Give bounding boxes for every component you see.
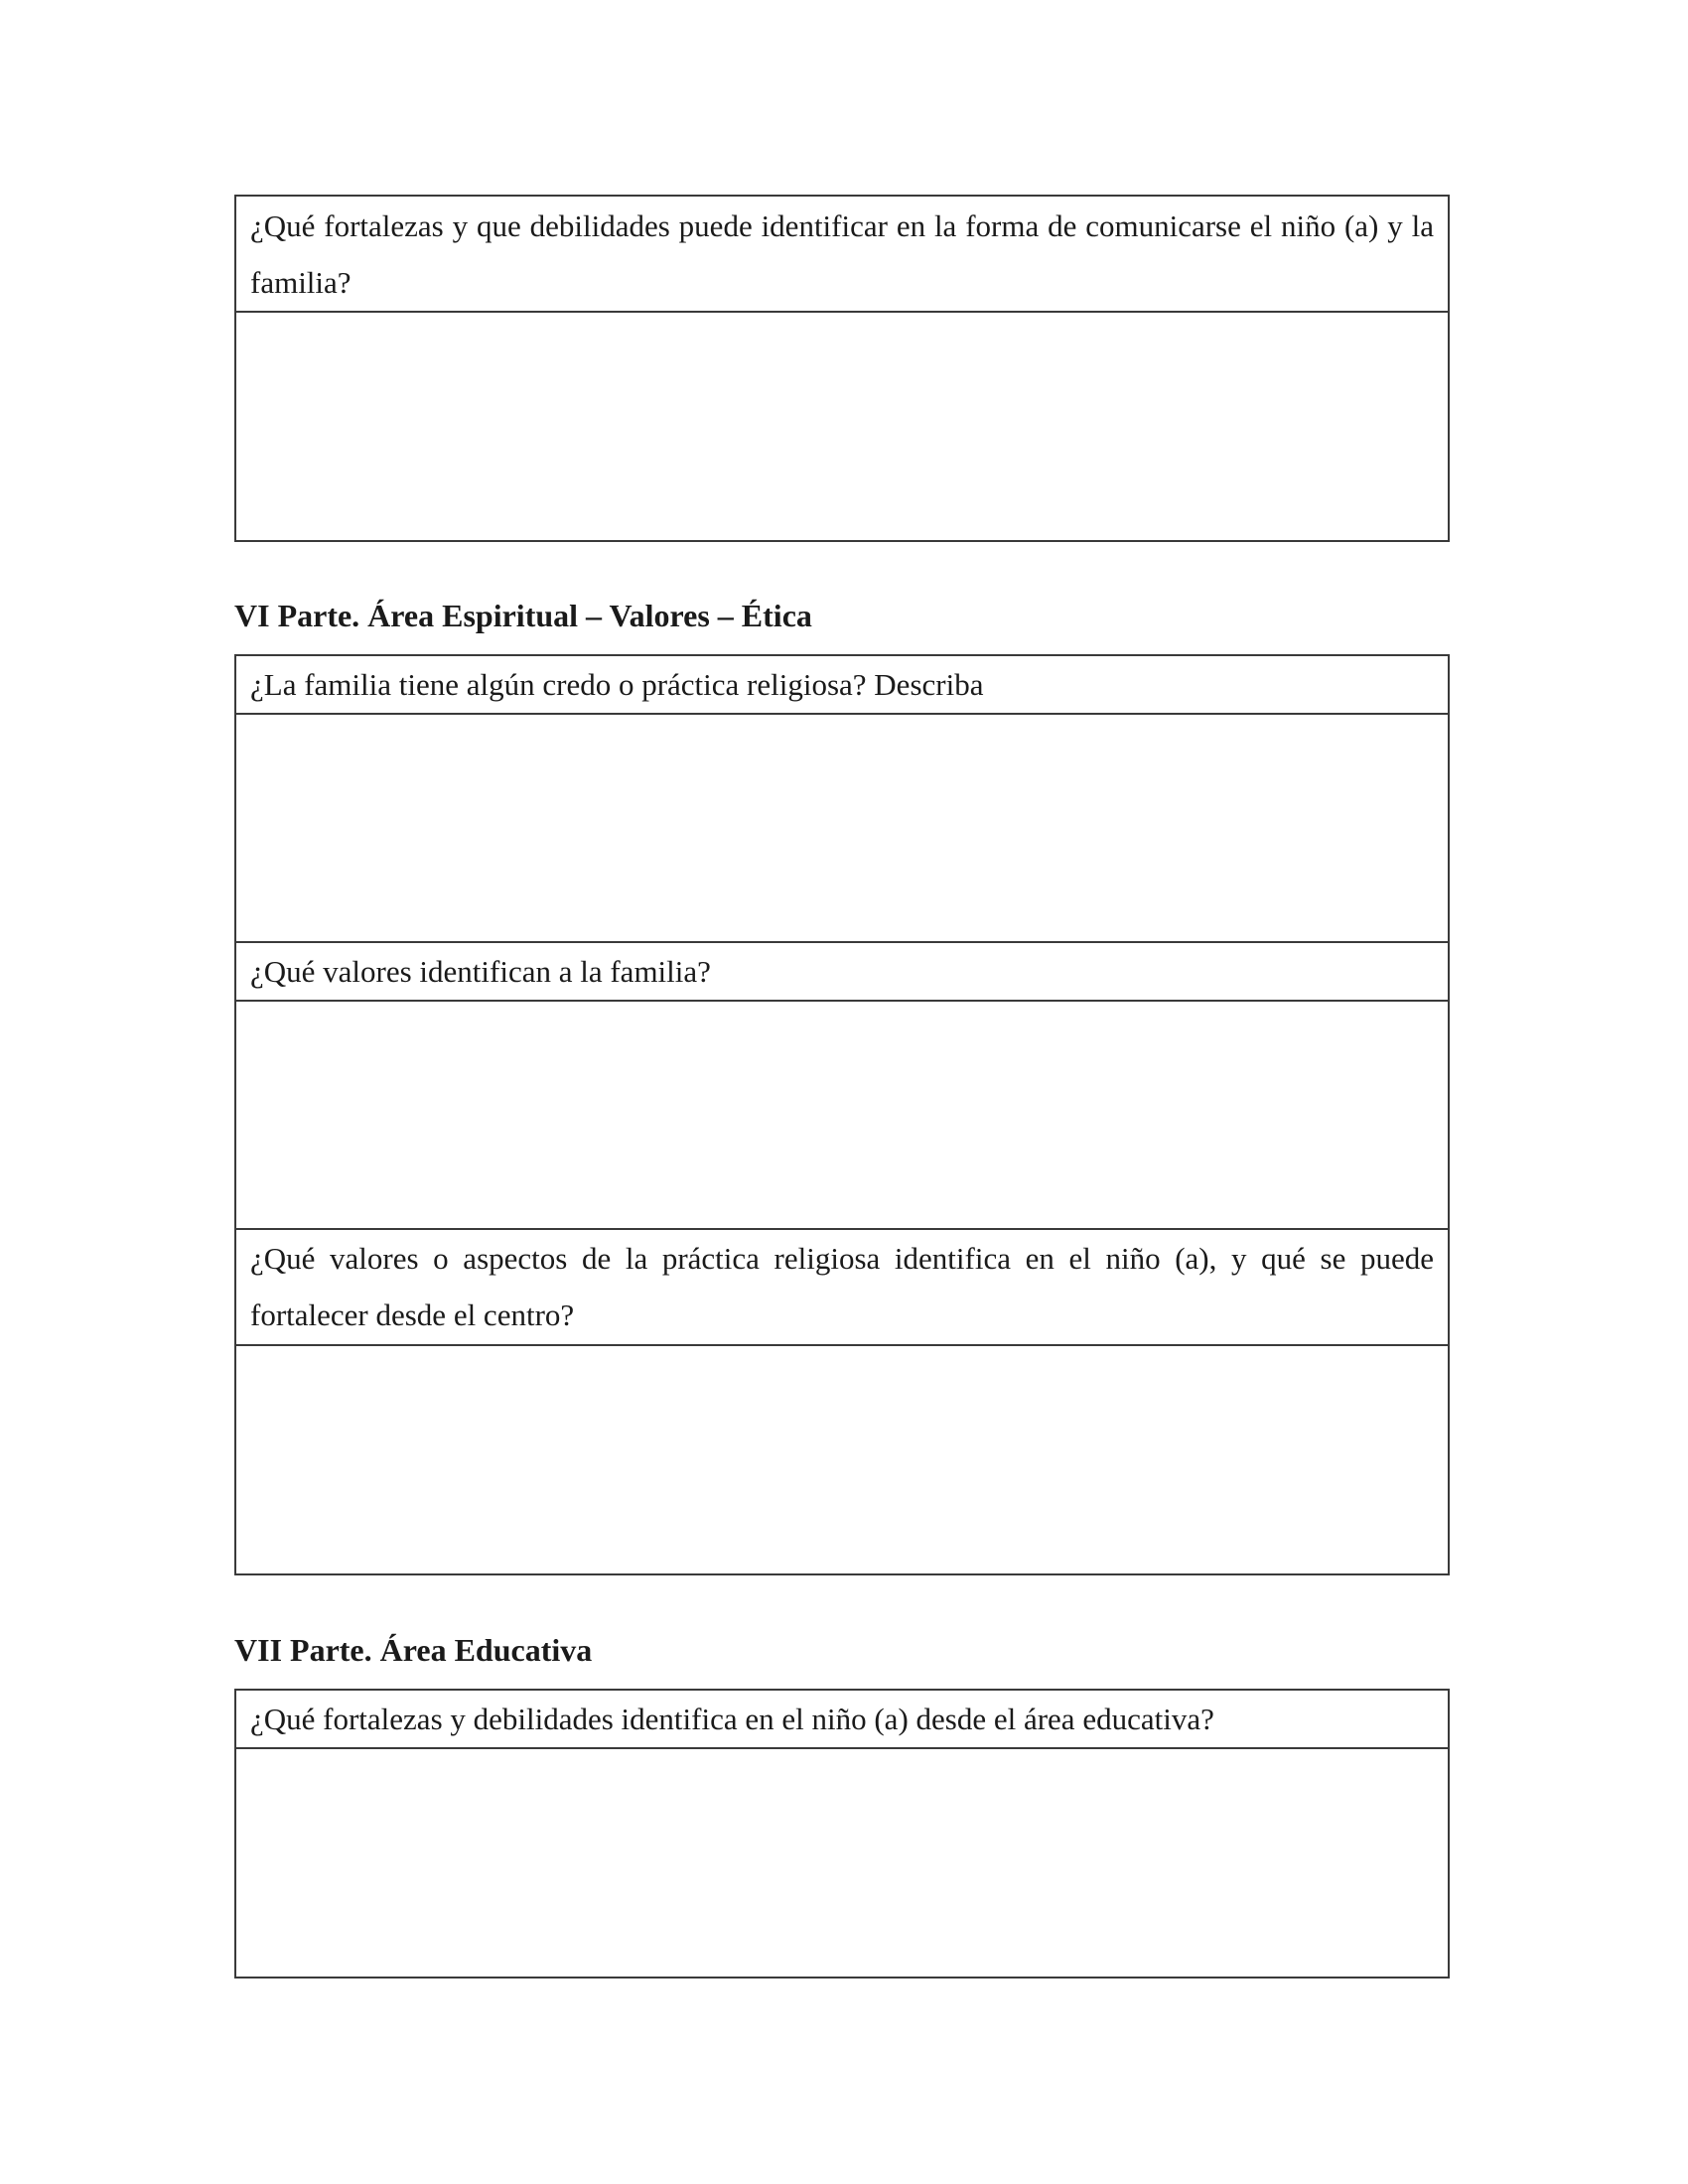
educational-table [234,1689,1450,1979]
answer-field-educational-strengths[interactable] [236,1749,1448,1977]
answer-field-religious-practice[interactable] [236,715,1448,943]
question-religious-practice: ¿La familia tiene algún credo o práctica religiosa? Describa [236,656,1448,715]
section-heading-educational: VII Parte. Área Educativa [234,1632,593,1668]
question-communication-strengths: ¿Qué fortalezas y que debilidades puede identificar en la forma de comunicarse el niño (a) y la familia? [236,197,1448,313]
spiritual-table [234,654,1450,1575]
answer-field-family-values[interactable] [236,1002,1448,1230]
answer-field-communication-strengths[interactable] [236,313,1448,540]
question-child-religious-values: ¿Qué valores o aspectos de la práctica religiosa identifica en el niño (a), y qué se puede fortalecer desde el centro? [236,1230,1448,1346]
answer-field-child-religious-values[interactable] [236,1346,1448,1573]
question-family-values: ¿Qué valores identifican a la familia? [236,943,1448,1002]
communication-table [234,195,1450,542]
question-educational-strengths: ¿Qué fortalezas y debilidades identifica en el niño (a) desde el área educativa? [236,1691,1448,1749]
section-heading-spiritual: VI Parte. Área Espiritual – Valores – Ética [234,598,812,633]
